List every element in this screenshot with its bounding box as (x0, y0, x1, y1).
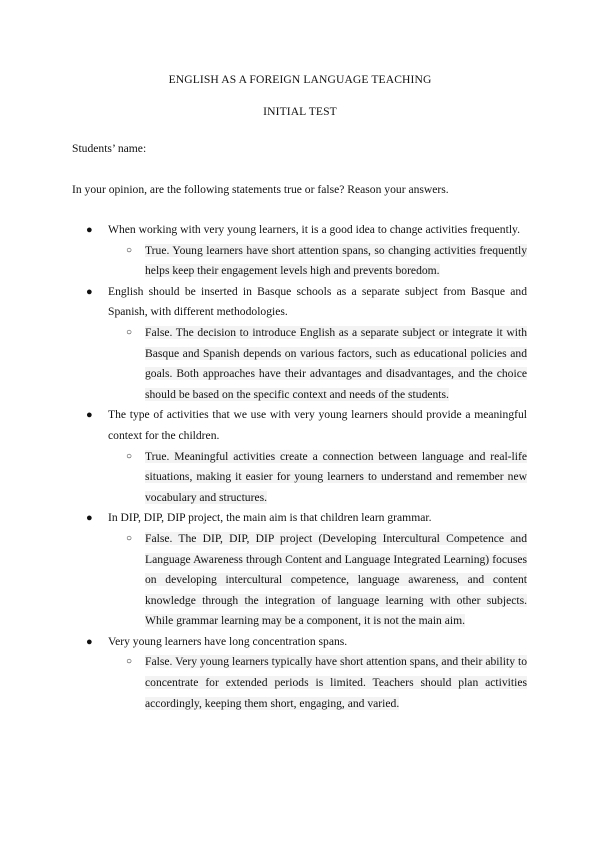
document-subtitle: INITIAL TEST (263, 105, 337, 118)
answer-item (0, 241, 600, 282)
answer-item (0, 447, 600, 509)
statement-list (0, 220, 600, 714)
bullet-icon: ● (86, 512, 93, 525)
list-item (0, 220, 600, 241)
statement-text: In DIP, DIP, DIP project, the main aim is that children learn grammar. (108, 511, 432, 525)
answer-text: False. The decision to introduce English as a separate subject or integrate it with Basque and Spanish depends on various factors, such as educational policies and goals. Both approaches have their advantages and disadvantages, and the choice should be based on the specific context and needs of the students. (145, 325, 527, 401)
statement-text: Very young learners have long concentration spans. (108, 634, 348, 648)
sub-bullet-icon: ○ (126, 656, 133, 668)
sub-bullet-icon: ○ (126, 532, 133, 544)
list-item (0, 632, 600, 653)
sub-bullet-icon: ○ (126, 326, 133, 338)
instruction-text: In your opinion, are the following statements true or false? Reason your answers. (72, 183, 449, 196)
statement-text: English should be inserted in Basque schools as a separate subject from Basque and Spanish, with different methodologies. (108, 284, 527, 319)
answer-text: True. Meaningful activities create a connection between language and real-life situations, making it easier for young learners to understand and remember new vocabulary and structures. (145, 449, 527, 504)
bullet-icon: ● (86, 224, 93, 236)
answer-text: False. Very young learners typically have short attention spans, and their ability to concentrate for extended periods is limited. Teachers should plan activities accordingly, keeping them short, engaging, and varied. (145, 655, 527, 710)
answer-text: False. The DIP, DIP, DIP project (Developing Intercultural Competence and Language Awareness through Content and Language Integrated Learning) focuses on developing intercultural competence, language awareness, and content knowledge through the integration of language learning with other subjects. While grammar learning may be a component, it is not the main aim. (145, 531, 527, 628)
document-title: ENGLISH AS A FOREIGN LANGUAGE TEACHING (168, 73, 432, 86)
statement-text: When working with very young learners, it is a good idea to change activities frequently. (108, 223, 520, 236)
bullet-icon: ● (86, 285, 93, 298)
statement-text: The type of activities that we use with very young learners should provide a meaningful context for the children. (108, 408, 527, 442)
answer-item (0, 652, 600, 714)
list-item (0, 282, 600, 323)
sub-bullet-icon: ○ (126, 450, 133, 462)
answer-item (0, 323, 600, 405)
bullet-icon: ● (86, 409, 93, 422)
answer-text: True. Young learners have short attention spans, so changing activities frequently helps keep their engagement levels high and prevents boredom. (145, 243, 527, 278)
list-item (0, 508, 600, 529)
list-item (0, 405, 600, 446)
student-name-label: Students’ name: (72, 142, 147, 155)
answer-item (0, 529, 600, 632)
sub-bullet-icon: ○ (126, 244, 133, 256)
bullet-icon: ● (86, 635, 93, 648)
